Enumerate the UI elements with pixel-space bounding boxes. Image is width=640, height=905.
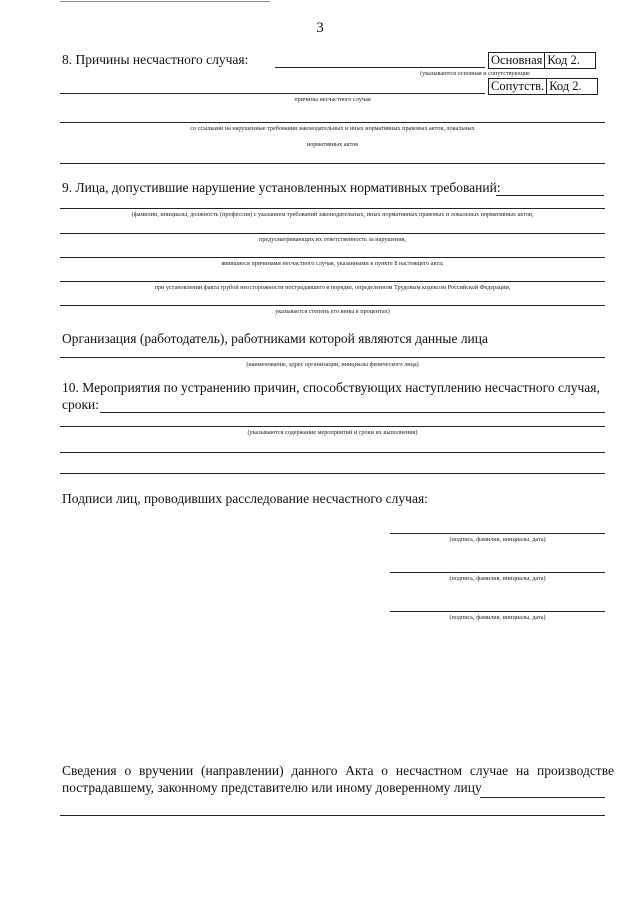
- kod-main-label: Основная: [489, 53, 545, 69]
- delivery-line-1: [480, 797, 605, 798]
- section-8-line-3: [60, 163, 605, 164]
- page-number: 3: [316, 20, 324, 36]
- section-9-line-1: [60, 208, 605, 209]
- section-9-caption-3: явившиеся причинами несчастного случая, указанными в пункте 8 настоящего акта;: [221, 260, 444, 267]
- signature-caption-3: (подпись, фамилия, инициалы, дата): [449, 614, 546, 621]
- section-9-caption-5: указывается степень его вины в процентах): [275, 308, 390, 315]
- section-9-title-line: [496, 195, 604, 196]
- section-9-caption-2: предусматривающих их ответственность за нарушения,: [259, 236, 406, 243]
- secondary-code-table: [488, 78, 598, 95]
- section-10-line-4: [60, 473, 605, 474]
- section-8-line-2: [60, 122, 605, 123]
- section-8-caption-3: нормативных актов: [306, 141, 359, 148]
- organization-line: [60, 357, 605, 358]
- scan-edge-line: [60, 1, 270, 2]
- signature-line-1: [390, 533, 605, 534]
- delivery-text: Сведения о вручении (направлении) данного Акта о несчастном случае на производстве пострадавшему, законному представителю или иному доверенному лицу: [62, 763, 614, 795]
- section-10-title-line-1: 10. Мероприятия по устранению причин, способствующих наступлению несчастного случая,: [62, 380, 600, 395]
- section-10-line-1: [100, 412, 605, 413]
- section-9-line-5: [60, 305, 605, 306]
- kod-sec-code: Код 2.: [547, 79, 598, 95]
- section-8-caption-1: причины несчастного случая: [294, 96, 371, 103]
- signatures-title: Подписи лиц, проводивших расследование несчастного случая:: [62, 491, 428, 506]
- signature-caption-1: (подпись, фамилия, инициалы, дата): [449, 536, 546, 543]
- section-8-caption-2: со ссылками на нарушенные требования законодательных и иных нормативных правовых актов, локальных: [190, 125, 475, 132]
- cause-code-table: [488, 52, 596, 69]
- section-9-line-2: [60, 233, 605, 234]
- kod-sec-label: Сопутств.: [489, 79, 547, 95]
- section-10-title-line-2: сроки:: [62, 397, 100, 412]
- kod-main-code: Код 2.: [545, 53, 596, 69]
- section-10-line-3: [60, 452, 605, 453]
- section-9-caption-4: при установлении факта грубой неосторожности пострадавшего в порядке, определенном Трудовым кодексом Российской Федерации,: [154, 284, 511, 291]
- signature-line-2: [390, 572, 605, 573]
- delivery-line-2: [60, 815, 605, 816]
- section-10-line-2: [60, 426, 605, 427]
- section-9-caption-1: (фамилии, инициалы, должность (профессия) с указанием требований законодательных, иных нормативных правовых и локальных нормативных актов,: [131, 211, 534, 218]
- section-9-line-4: [60, 281, 605, 282]
- section-8-title: 8. Причины несчастного случая:: [62, 52, 249, 67]
- section-8-line-1: [60, 93, 485, 94]
- section-9-title: 9. Лица, допустившие нарушение установленных нормативных требований:: [62, 180, 501, 195]
- section-8-answer-line: [275, 67, 485, 68]
- signature-line-3: [390, 611, 605, 612]
- signature-caption-2: (подпись, фамилия, инициалы, дата): [449, 575, 546, 582]
- organization-title: Организация (работодатель), работниками которой являются данные лица: [62, 331, 489, 346]
- organization-caption: (наименование, адрес организации, инициалы физического лица): [246, 361, 419, 368]
- section-10-caption: (указываются содержание мероприятий и сроки их выполнения): [247, 429, 418, 436]
- section-9-line-3: [60, 257, 605, 258]
- kod-main-caption: (указываются основная и сопутствующие: [420, 70, 530, 77]
